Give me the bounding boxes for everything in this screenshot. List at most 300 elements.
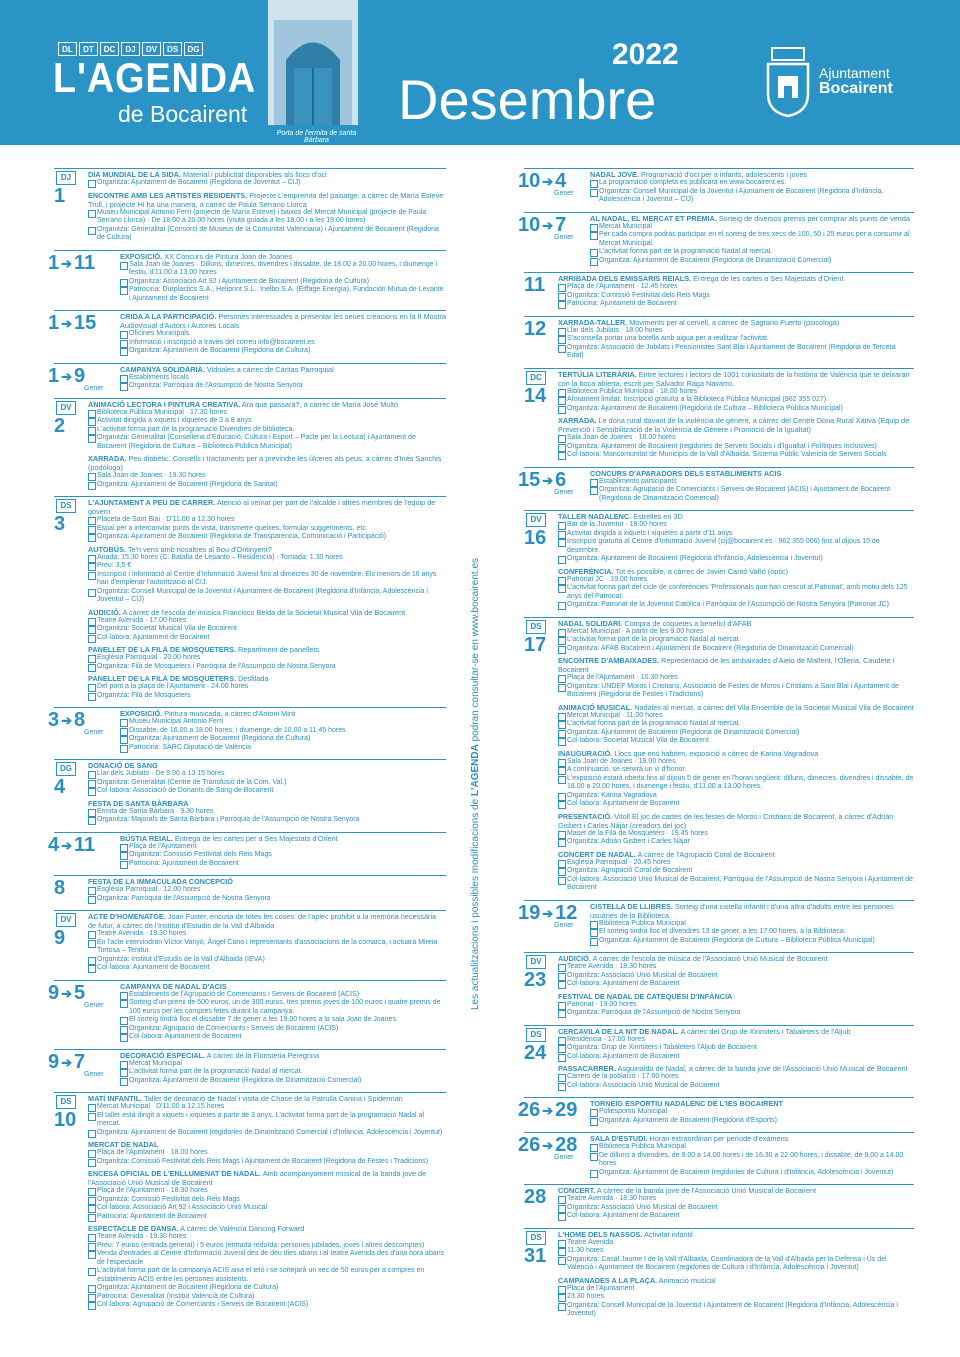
event-title [88, 912, 446, 930]
event-detail: Del pont a la plaça de l'Ajuntament · 24.00 hores [88, 683, 446, 692]
date-to: 4 [555, 170, 567, 192]
event-detail: Organitza: Societat Musical Vila de Bocairent [88, 625, 446, 634]
event-detail: L'activitat forma part de la programació Divendres de biblioteca. [88, 426, 446, 435]
event-title [120, 709, 446, 718]
event-description: Programació d'oci per a infants, adolescents i joves [638, 170, 808, 179]
event-detail: 11.30 hores [558, 1247, 914, 1256]
date-from: 10 [518, 170, 541, 192]
event-detail: L'activitat forma part de la programació Nadal al mercat. [120, 1068, 446, 1077]
event-detail: Organitza: Comissió Festivitat dels Reis Mags i Ajuntament de Bocairent (Regidoria de Festes i Tradicions) [88, 1158, 446, 1167]
event-date [524, 620, 546, 655]
event-detail: Carrers de la població · 17.00 hores [558, 1073, 914, 1082]
event-item [120, 834, 446, 869]
event-title [590, 902, 914, 920]
month-note: Gener [84, 1070, 104, 1078]
event-date [54, 913, 76, 948]
event-title [88, 454, 446, 472]
event-heading: XARRADA-TALLER. [558, 317, 628, 327]
event-detail: Biblioteca Pública Municipal · 18.00 hores [558, 388, 914, 397]
date-to: 7 [74, 1050, 86, 1073]
event-title [558, 567, 914, 576]
event-item [88, 1094, 446, 1137]
date-range [48, 710, 85, 730]
event-title [558, 812, 914, 830]
day-tab: DG [184, 42, 203, 56]
event-item [558, 656, 914, 700]
event-detail: Plaça de l'Ajuntament · 18.00 hores [88, 1149, 446, 1158]
day-number: 23 [524, 969, 547, 991]
event-description: A càrrec de la Floristeria Peregrina [205, 1050, 320, 1060]
event-heading: CONCERT. [558, 1186, 596, 1195]
event-detail: Poliesportiu Municipal [590, 1108, 914, 1117]
event-detail: Teatre Avenida · 19.30 hores [88, 1233, 446, 1242]
event-detail: El taller està dirigit a xiquets i xiquetes a partir de 3 anys. L'activitat forma part de la programació Nadal al mercat. [88, 1112, 446, 1129]
event-heading: CRIDA A LA PARTICIPACIÓ. [120, 312, 217, 321]
event-description: Le dona rural davant de la violència de gènere, a càrrec del Centre Dona Rural Xàtiva (Equip de Prevenció i Sensibilització de la Violència de Gènere i Promoció de la Igualtat) [558, 416, 910, 434]
event-detail: Biblioteca Pública Municipal [590, 920, 914, 929]
event-detail: Venda d'entrades al Centre d'Informació Juvenil des de deu dies abans i al teatre Avenida des d'una hora abans de l'espectacle [88, 1250, 446, 1267]
date-range [518, 171, 566, 191]
event [524, 952, 914, 1025]
arrow-icon: ➔ [61, 985, 73, 1001]
day-tab: DL [58, 42, 77, 56]
day-number: 17 [524, 633, 547, 656]
event-detail: Mercat Municipal · D'11.00 a 12.15 hores [88, 1103, 446, 1112]
event [54, 1092, 446, 1317]
event [518, 168, 914, 212]
event-item [88, 645, 446, 671]
event-detail: Organitza: Grup de Xirimiters i Tabaleters l'Aljub de Bocairent [558, 1044, 914, 1053]
event-heading: L'AJUNTAMENT A PEU DE CARRER. [88, 498, 216, 507]
event-detail: Organitza: Agrupació Coral de Bocairent [558, 867, 914, 876]
event-heading: MATÍ INFANTIL. [88, 1094, 143, 1103]
event-detail: Col·labora: Ajuntament de Bocairent [88, 964, 446, 973]
event-detail: Patrocina: SARC Diputació de València [120, 744, 446, 753]
month-note: Gener [554, 233, 574, 241]
event-title [558, 749, 914, 758]
event-heading: SALA D'ESTUDI. [590, 1134, 648, 1143]
event [524, 1184, 914, 1228]
event-heading: EXPOSICIÓ. [120, 251, 163, 261]
date-to: 28 [555, 1134, 578, 1156]
event-detail: Organitza: Adrián Gisbert i Carles Nàjar [558, 838, 914, 847]
event [48, 832, 446, 876]
event-detail: Ermita de Santa Bàrbara · 9.30 hores [88, 808, 446, 817]
event-detail: Organitza: Filà de Mosqueters [88, 692, 446, 701]
event-detail: Sala Joan de Joanes · Dilluns, dimecres, divendres i dissabte, de 18.00 a 20.00 hores, i diumenge i festiu, d'11.00 a 13.00 hores [120, 261, 446, 278]
event-item [88, 674, 446, 700]
event-detail: Plaça de l'Ajuntament [120, 843, 446, 852]
event-item [590, 1099, 914, 1125]
day-tab: DJ [121, 42, 140, 56]
event [518, 1132, 914, 1184]
event-detail: La programació completa es publicarà en www.bocairent.es. [590, 179, 914, 188]
event-detail: Oficines Municipals [120, 330, 446, 339]
event-detail: Organitza: Ajuntament de Bocairent (Regidoria de Dinamització Comercial) [120, 1077, 446, 1086]
event-description: Ara què passarà?, a càrrec de María José Moltó [240, 399, 399, 409]
event-item [558, 1027, 914, 1062]
date-range [48, 1052, 85, 1072]
arrow-icon: ➔ [61, 1054, 73, 1070]
event-heading: CONFERÈNCIA. [558, 566, 614, 576]
event-title [120, 834, 446, 843]
event-date [54, 762, 76, 797]
event-title [558, 1064, 914, 1073]
date-from: 1 [48, 364, 60, 387]
arrow-icon: ➔ [61, 837, 73, 853]
event-item [88, 1169, 446, 1221]
event-item [558, 1064, 914, 1090]
event-heading: MERCAT DE NADAL [88, 1140, 159, 1149]
day-number: 2 [54, 414, 66, 437]
event-detail: Organitza: Ajuntament de Bocairent (Regidoria de Dinamització Comercial) [558, 729, 914, 738]
event-detail: Organitza: Ajuntament de Bocairent (Regidoria de Cultura – Biblioteca Pública Municipal) [590, 937, 914, 946]
event-item [558, 1230, 914, 1273]
event [518, 212, 914, 273]
event-detail: Sala Joan de Joanes · 19.30 hores [88, 472, 446, 481]
event-title [88, 1094, 446, 1103]
date-to: 9 [74, 364, 86, 387]
left-column [48, 168, 446, 1317]
date-from: 26 [518, 1099, 541, 1121]
event-item [558, 812, 914, 847]
event-detail: Organitza: Ajuntament de Bocairent (Regidoria de Cultura) [120, 735, 446, 744]
event-date [518, 901, 583, 929]
date-to: 6 [555, 468, 567, 491]
event-detail: Col·labora: Ajuntament de Bocairent [558, 980, 914, 989]
event-item [590, 902, 914, 946]
event-heading: ACTE D'HOMENATGE. [88, 912, 166, 921]
event-description: Llocs que ens habiten, exposició a càrrec de Karina Vagradova [612, 748, 819, 758]
event-heading: CISTELLA DE LLIBRES. [590, 901, 673, 911]
event-title [120, 982, 446, 991]
event-date [48, 364, 104, 392]
event-title [590, 469, 914, 478]
event-detail: Organitza: Ajuntament de Bocairent (regidories de Cultura i d'Infància, Adolescència i Joventut) [590, 1169, 914, 1178]
event [524, 368, 914, 467]
weekday-badge: DS [56, 499, 76, 513]
event-description: Repartiment de panellets [235, 645, 320, 654]
event-description: Vitoll El joc de cartes de les festes de Moros i Cristians de Bocairent, a càrrec d'Adrián Gisbert i Carles Nàjar (creadors del joc) [558, 811, 894, 830]
event-title [120, 365, 446, 374]
event-detail: Aforament limitat. Inscripció gratuïta a la Biblioteca Pública Municipal (962 355 027). [558, 396, 914, 405]
event-description: A càrrec de l'escola de música Francisco Belda de la Societat Musical Vila de Bocairent [120, 607, 406, 617]
date-from: 15 [518, 468, 541, 491]
event-description: Estrelles en 3D [631, 512, 683, 521]
event [48, 363, 446, 398]
event-description: Tot és possible, a càrrec de Javier Cantó Vañó (òptic) [613, 566, 789, 576]
event-detail: 23.30 hores [558, 1293, 914, 1302]
event-detail: Patronat · 19.00 hores [558, 1001, 914, 1010]
event-detail: Mercat Municipal · A partir de les 9.00 hores [558, 628, 914, 637]
day-number: 16 [524, 527, 547, 549]
event-description: Nadales al mercat, a càrrec del Vila Ensemble de la Societat Musical Vila de Bocairent [632, 702, 914, 712]
event-detail: Organitza: Comissió Festivitat dels Reis Mags [120, 851, 446, 860]
event-detail: Preu: 7 euros (entrada general) i 5 euros (entrada reduïda: persones jubilades, joves i altres descomptes) [88, 1242, 446, 1251]
event-detail: Església Parroquial · 12.00 hores [88, 886, 446, 895]
event-item [120, 1051, 446, 1086]
day-tab: DS [163, 42, 182, 56]
weekday-badge: DS [526, 1231, 546, 1245]
event-detail: Per cada compra podràs participar en el sorteig de tres xecs de 100, 50 i 25 euros per a consumir al Mercat Municipal. [590, 231, 914, 248]
event-detail: Col·labora: Agrupació de Comerciants i Serveis de Bocairent (ACIS) [88, 1301, 446, 1310]
event-title [120, 1051, 446, 1060]
event-item [558, 318, 914, 361]
event-description: Joan Fuster, encusa de totes les coses: de l'aplec prohibit a la memòria necessària de futur, a càrrec de l'Institut d'Estudis de la Vall d'Albaida [88, 912, 437, 930]
event-title [558, 1230, 914, 1239]
event-description: Sorteig d'una cistella infantil i d'una altra d'adults entre les persones usuàries de la Biblioteca [590, 901, 894, 920]
event-date [524, 955, 546, 990]
event-heading: ANIMACIÓ MUSICAL. [558, 702, 633, 712]
event-date [48, 833, 101, 856]
date-range [518, 1100, 577, 1120]
event-detail: Organitza: Ajuntament de Bocairent (Regidoria d'Esports) [590, 1117, 914, 1126]
event-detail: Residència · 17.00 hores [558, 1036, 914, 1045]
event-title [88, 1169, 446, 1187]
event-description: Te'n vens amb nosaltres al Bou d'Ontinyent? [125, 544, 272, 554]
event-detail: Mercat Municipal [120, 1060, 446, 1069]
event-item [88, 761, 446, 796]
event-detail: Col·labora: Associació Art 92 i Associació Unió Musical [88, 1204, 446, 1213]
event [48, 310, 446, 363]
event-date [518, 1099, 583, 1121]
event-detail: Biblioteca Pública Municipal · 17.30 hores [88, 409, 446, 418]
event-heading: PANELLET DE LA FILÀ DE MOSQUETERS. [88, 645, 236, 654]
event-item [558, 954, 914, 989]
event-heading: NADAL JOVE. [590, 170, 639, 179]
event-heading: L'HOME DELS NASSOS. [558, 1229, 643, 1239]
event-date [518, 170, 574, 197]
event-description: A càrrec del Grup de Xirimiters i Tabaleters de l'Aljub [678, 1026, 851, 1036]
event-detail: Organitza: Ajuntament de Bocairent (regidories de Dinamització Comercial i d'Infància, Adolescència i Joventut) [88, 1129, 446, 1138]
event [54, 875, 446, 910]
event-detail: Organitza: Consell Municipal de la Joventut i Ajuntament de Bocairent (Regidoria d'Infància, Adolescència i Joventut – CIJ) [590, 188, 914, 205]
event-item [558, 416, 914, 460]
event-date [54, 878, 65, 898]
arrow-icon: ➔ [542, 1138, 554, 1153]
event-detail: Teatre Avenida · 18.30 hores [558, 963, 914, 972]
event-item [590, 170, 914, 205]
event-title [558, 274, 914, 283]
event-item [88, 454, 446, 489]
month-note: Gener [554, 488, 574, 496]
event-title [558, 656, 914, 674]
arrow-icon: ➔ [61, 255, 73, 271]
weekday-badge: DC [526, 371, 546, 385]
event-title [590, 214, 914, 223]
event-date [54, 1095, 76, 1130]
event-description: Persones interessades a presentar les seues creacions en la II Mostra Audiovisual d'Autors i Autores Locals [120, 312, 446, 330]
day-number: 14 [524, 384, 547, 407]
event-date [524, 275, 545, 295]
event-title [558, 703, 914, 712]
event-description: Pintura musicada, a càrrec d'Antoni Miró [162, 709, 296, 718]
event-item [120, 709, 446, 752]
event-detail: Organitza: Majorals de Santa Bàrbara i Parròquia de l'Assumpció de Nostra Senyora [88, 816, 446, 825]
event-detail: L'activitat forma part de la programació Nadal al mercat. [558, 636, 914, 645]
month-note: Gener [554, 921, 574, 929]
event-item [88, 545, 446, 605]
event-heading: XARRADA. [88, 454, 127, 463]
month: Desembre [398, 68, 657, 131]
event-detail: Patrocina: Generalitat (Institut Valencià de Cultura) [88, 1293, 446, 1302]
event-detail: L'activitat forma part de la programació Nadal al mercat. [558, 720, 914, 729]
council-line1: Ajuntament [819, 65, 890, 81]
event-detail: Activitat dirigida a xiquets i xiquetes a partir d'11 anys [558, 530, 914, 539]
event [54, 168, 446, 250]
event-title [590, 1134, 914, 1143]
event-detail: Establiments de l'Agrupació de Comerciants i Serveis de Bocairent (ACIS) [120, 991, 446, 1000]
weekday-badge: DV [56, 913, 76, 927]
event-description: Animació musical [657, 1275, 716, 1285]
event-date [54, 499, 76, 534]
event-item [590, 469, 914, 504]
event-detail: Mercat Municipal · 11.00 hores [558, 712, 914, 721]
event-detail: Organitza: Consell Municipal de la Joventut i Ajuntament de Bocairent (Regidoria d'Infància, Adolescència i Joventut) [558, 1302, 914, 1319]
event-detail: Establiments locals [120, 374, 446, 383]
event [524, 617, 914, 900]
day-number: 9 [54, 927, 66, 949]
date-range [48, 313, 96, 333]
event-detail: Organitza: Associació de Jubilats i Pensionistes Sant Blai i Ajuntament de Bocairent (Regidoria de Tercera Edat) [558, 344, 914, 361]
event-detail: Col·labora: Associació de Donants de Sang de Bocairent [88, 787, 446, 796]
date-from: 1 [48, 312, 60, 334]
event-detail: A continuació, se servirà un vi d'honor. [558, 766, 914, 775]
event-title [88, 545, 446, 554]
event-detail: Teatre Avenida · 17.00 hores [88, 617, 446, 626]
event-detail: Patrocina: Ajuntament de Bocairent [88, 1213, 446, 1222]
sidebar-note [470, 558, 481, 1010]
arrow-icon: ➔ [542, 217, 554, 233]
event [54, 910, 446, 980]
event-title [558, 512, 914, 521]
event [518, 467, 914, 511]
event-description: XX Concurs de Pintura Joan de Joanes [162, 251, 292, 261]
year: 2022 [612, 38, 679, 71]
event-heading: FESTA DE SANTA BÀRBARA [88, 798, 189, 808]
event-heading: AL NADAL, EL MERCAT ET PREMIA. [590, 213, 717, 223]
event-item [88, 170, 446, 188]
event-date [54, 401, 76, 436]
date-from: 26 [518, 1134, 541, 1156]
event-detail: Organitza: Associació Unió Musical de Bocairent [558, 972, 914, 981]
event-detail: Església Parroquial · 20.00 hores [88, 654, 446, 663]
event-item [120, 365, 446, 391]
day-number: 8 [54, 877, 66, 899]
event-date [524, 513, 546, 548]
event-heading: CAMPANYA SOLIDÀRIA. [120, 364, 205, 374]
event-item [88, 1224, 446, 1310]
event-description: Desfilada [235, 674, 269, 683]
date-range [48, 366, 85, 386]
event-date [524, 1231, 546, 1266]
event-detail: Organitza: Ajuntament de Bocairent (regidories de Serveis Socials i d'Igualtat i Polítiques Inclusives) [558, 443, 914, 452]
event-item [88, 498, 446, 542]
day-tab: DV [142, 42, 161, 56]
event-heading: ENCONTRE D'AMBAIXADES. [558, 656, 660, 665]
event-detail: Col·labora: Associació Unió Musical de Bocairent, Parròquia de l'Assumpció de Nostra Senyora i Ajuntament de Bocairent [558, 876, 914, 893]
sidebar-brand: L'AGENDA [470, 744, 481, 796]
event-detail: Organitza: Ajuntament de Bocairent (Regidoria de Transparència, Comunicació i Participació) [88, 533, 446, 542]
event-detail: Museu Municipal Antonio Ferri (projecte de María Esteve) i baixos del Mercat Municipal (projecte de Paula Serrano Llorca) · De 18.00 a 20.00 hores (visita guiada a les 18.00 i a les 19.00 hores) [88, 209, 446, 226]
event-heading: BÚSTIA REIAL. [120, 833, 173, 843]
event-item [590, 1134, 914, 1177]
event-description: Moviments per al cervell, a càrrec de Sagrario Puerto (psicòloga) [627, 317, 840, 327]
event-description: Asguinaldo de Nadal, a càrrec de la banda jove de l'Associació Unió Musical de Bocairent [615, 1064, 908, 1073]
event-detail: Sorteig d'un premi de 500 euros, un de 300 euros, tres premis joves de 100 euros i quatre premis de 100 euros per les compres fetes durant la campanya. [120, 999, 446, 1016]
event-description: Sorteig de diversos premis per comprar als punts de venda [716, 213, 910, 223]
event-detail: Anada: 15.30 hores (C. Batalla de Lepanto – Residència) - Tornada: 1.30 hores [88, 554, 446, 563]
day-tab: DT [79, 42, 98, 56]
day-tab: DC [100, 42, 119, 56]
event-item [590, 214, 914, 266]
event-description: A càrrec de l'escola de música de l'Associació Unió Musical de Bocairent [590, 954, 828, 963]
event-detail: Organitza: Parròquia de l'Assumpció de Nostra Senyora [88, 895, 446, 904]
event-item [120, 252, 446, 304]
event-heading: PRESENTACIÓ. [558, 811, 613, 821]
event-detail: Organitza: Parròquia de l'Assumpció de Nostra Senyora [558, 1009, 914, 1018]
event-heading: ANIMACIÓ LECTORA I PINTURA CREATIVA. [88, 399, 241, 409]
date-range [518, 215, 566, 235]
event-date [518, 468, 574, 496]
event-title [590, 170, 914, 179]
event-detail: Organitza: Associació Art 92 i Ajuntament de Bocairent (Regidoria de Cultura) [120, 278, 446, 287]
date-range [518, 470, 566, 490]
event-detail: Església Parroquial · 20.45 hores [558, 859, 914, 868]
event-detail: L'exposició estarà oberta fins al dijous 5 de gener en l'horari següent: dilluns, dimecres, divendres i dissabte, de 18.00 a 20.00 hores, i diumenge i festiu, d'11.00 a 13.00 hores. [558, 775, 914, 792]
event-description: Amb acompanyament musical de la banda jove de l'Associació Unió Musical de Bocairent [88, 1169, 427, 1187]
event-detail: Inscripció i informació al Centre d'Informació Juvenil fins al dimecres 30 de novembre. Els menors de 16 anys han d'emplenar l'autorització al CIJ. [88, 571, 446, 588]
event-heading: FESTA DE LA IMMACULADA CONCEPCIÓ [88, 877, 233, 886]
month-note: Gener [84, 1001, 104, 1009]
event-heading: XARRADA. [558, 416, 597, 425]
event-detail: Organitza: Ajuntament de Bocairent (Regidoria de Cultura – Biblioteca Pública Municipal) [558, 405, 914, 414]
event-title [120, 252, 446, 261]
arrow-icon: ➔ [61, 316, 73, 331]
event-detail: Dissabte, de 16.00 a 18.00 hores, i diumenge, de 10.00 a 11.45 hores [120, 727, 446, 736]
event-title [120, 312, 446, 330]
event-title [558, 992, 914, 1001]
event-detail: Organitza: UNDEF Moros i Cristians, Associació de Festes de Moros i Cristians a Sant Blai i Ajuntament de Bocairent (Regidoria de Festes i Tradicions) [558, 683, 914, 700]
event-title [88, 1140, 446, 1149]
event [518, 900, 914, 953]
event-detail: L'activitat forma part del cicle de conferències 'Professionals que han crescut al Patronat', amb motiu dels 125 anys del Patronat. [558, 584, 914, 601]
date-to: 12 [555, 901, 578, 924]
event-title [88, 498, 446, 516]
event [524, 316, 914, 368]
header [0, 0, 960, 145]
date-from: 9 [48, 981, 60, 1004]
date-range [48, 253, 95, 273]
sidebar-post: podran consultar-se en www.bocairent.es [470, 557, 481, 745]
event-heading: CONCERT DE NADAL. [558, 849, 636, 859]
event-title [88, 645, 446, 654]
event-title [558, 1276, 914, 1285]
date-to: 8 [74, 709, 86, 731]
event-detail: Organitza: AFAB Bocairent i Ajuntament de Bocairent (Regidoria de Dinamització Comercial) [558, 645, 914, 654]
event-detail: Col·labora: Mancomunitat de Municipis de la Vall d'Albaida. Sistema Públic Valencià de Serveis Socials [558, 451, 914, 460]
event-item [558, 992, 914, 1018]
event-item [88, 191, 446, 243]
event-detail: Informació i inscripció a través del correu info@bocairent.es [120, 339, 446, 348]
event-description: Vidrioles a càrrec de Càritas Parroquial [204, 364, 334, 374]
event-heading: PANELLET DE LA FILÀ DE MOSQUETERS. [88, 674, 236, 683]
event-detail: Mercat Municipal [590, 223, 914, 232]
event-detail: Sala Joan de Joanes · 18.00 hores [558, 434, 914, 443]
day-number: 31 [524, 1244, 547, 1267]
event-description: Material i publicitat disponibles als llocs d'oci [180, 170, 327, 179]
event-detail: Col·labora: Ajuntament de Bocairent [558, 1053, 914, 1062]
